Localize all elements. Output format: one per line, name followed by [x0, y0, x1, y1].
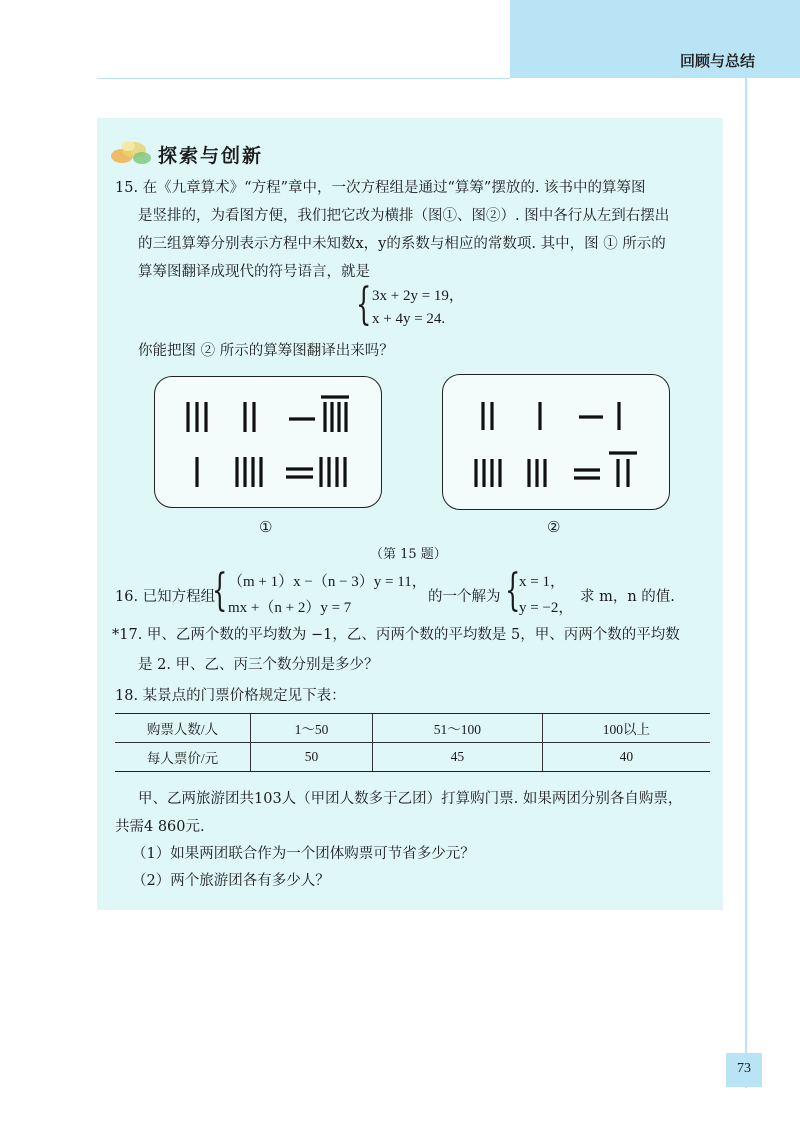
side-rule [745, 78, 747, 1088]
counting-rods-2-graphic [443, 375, 669, 509]
problem16-prefix: 16. 已知方程组 [115, 589, 216, 605]
table-cell: 1～50 [251, 714, 373, 743]
counting-rods-1-graphic [155, 377, 381, 507]
page-number: 73 [737, 1061, 751, 1076]
table-cell: 每人票价/元 [115, 743, 251, 772]
problem16-suffix: 求 m，n 的值. [580, 589, 675, 605]
table-cell: 100以上 [542, 714, 710, 743]
section-logo-icon [108, 136, 152, 172]
problem16-middle: 的一个解为 [428, 589, 501, 605]
problem15-eq1: 3x + 2y = 19， [372, 288, 464, 304]
table-row [115, 743, 710, 772]
section-title: 探索与创新 [158, 145, 264, 167]
figure-caption: （第 15 题） [370, 547, 447, 562]
problem15-line2: 是竖排的，为看图方便，我们把它改为横排（图①、图②）. 图中各行从左到右摆出 [138, 208, 670, 224]
figure-2-label: ② [547, 518, 561, 536]
chapter-title: 回顾与总结 [680, 52, 756, 70]
table-cell: 购票人数/人 [115, 714, 251, 743]
ticket-price-table [115, 713, 710, 772]
header-tab [510, 0, 800, 78]
system-brace: { [212, 565, 228, 616]
problem17-line2: 是 2. 甲、乙、丙三个数分别是多少？ [138, 657, 379, 673]
problem15-line1: 15. 在《九章算术》“方程”章中，一次方程组是通过“算筹”摆放的. 该书中的算筹图 [115, 180, 646, 196]
problem18-q2: （2）两个旅游团各有多少人？ [132, 873, 330, 889]
counting-rod-figure-1 [154, 376, 382, 508]
problem18-line1: 甲、乙两旅游团共103人（甲团人数多于乙团）打算购门票. 如果两团分别各自购票， [138, 791, 683, 807]
table-row [115, 714, 710, 743]
problem15-line4: 算筹图翻译成现代的符号语言，就是 [138, 264, 370, 280]
problem15-question: 你能把图 ② 所示的算筹图翻译出来吗？ [138, 343, 394, 359]
problem16-eq1: （m + 1）x −（n − 3）y = 11， [228, 574, 427, 590]
problem18-line2: 共需4 860元. [115, 819, 205, 835]
problem15-line3: 的三组算筹分别表示方程中未知数x，y的系数与相应的常数项. 其中，图 ① 所示的 [138, 236, 666, 252]
header-rule [97, 78, 510, 79]
problem17-line1: *17. 甲、乙两个数的平均数为 −1，乙、丙两个数的平均数是 5，甲、丙两个数的平均数 [112, 627, 680, 643]
figure-1-label: ① [259, 518, 273, 536]
problem16-eq2: mx +（n + 2）y = 7 [228, 600, 352, 616]
table-cell: 45 [373, 743, 543, 772]
table-cell: 40 [542, 743, 710, 772]
counting-rod-figure-2 [442, 374, 670, 510]
table-cell: 50 [251, 743, 373, 772]
problem16-sol2: y = −2， [519, 600, 574, 616]
equation-brace: { [356, 279, 372, 330]
problem16-sol1: x = 1， [519, 574, 565, 590]
table-cell: 51～100 [373, 714, 543, 743]
problem18-q1: （1）如果两团联合作为一个团体购票可节省多少元？ [132, 846, 475, 862]
solution-brace: { [505, 565, 521, 616]
problem15-eq2: x + 4y = 24. [372, 311, 446, 327]
problem18-intro: 18. 某景点的门票价格规定见下表： [115, 688, 346, 704]
